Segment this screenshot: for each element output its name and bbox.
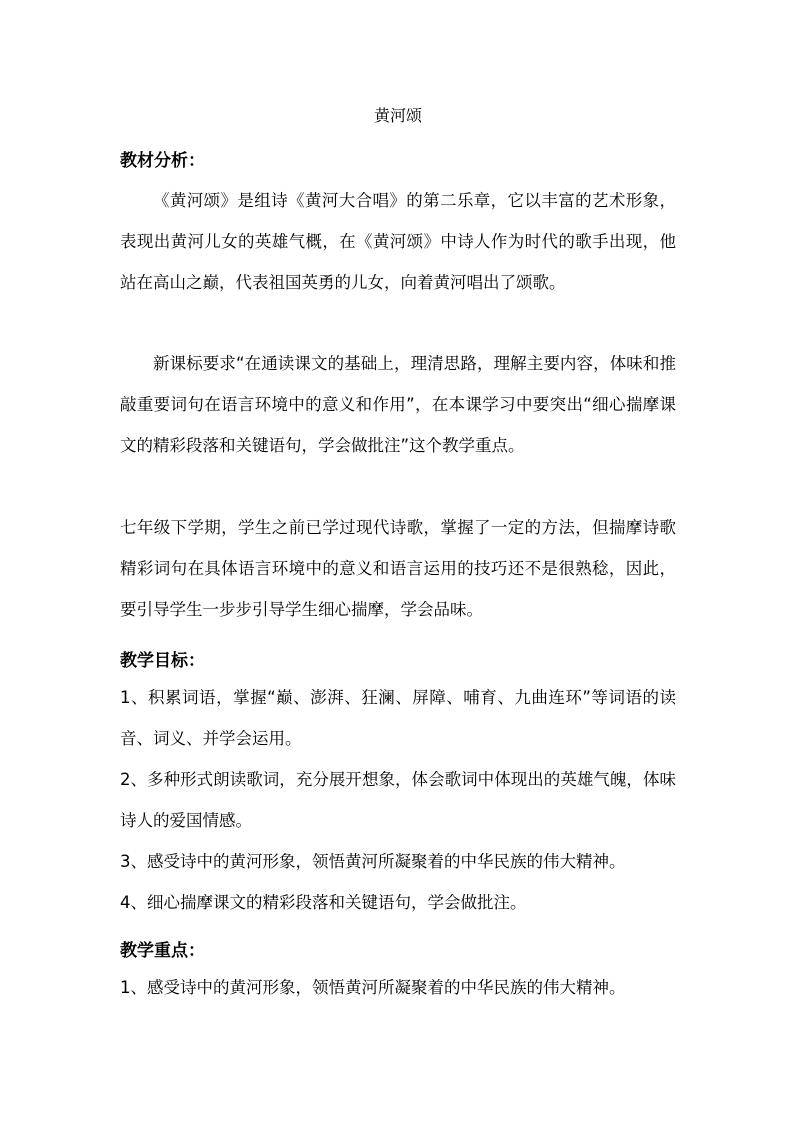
objective-item-4: 4、细心揣摩课文的精彩段落和关键语句，学会做批注。: [120, 893, 527, 912]
analysis-paragraph-2: 新课标要求“在通读课文的基础上，理清思路，理解主要内容，体味和推敲重要词句在语言环境中的意义和作用”，在本课学习中要突出“细心揣摩课文的精彩段落和关键语句，学会做批注”这个教学重点。: [120, 354, 676, 455]
objective-item-2: 2、多种形式朗读歌词，充分展开想象，体会歌词中体现出的英雄气魄，体味诗人的爱国情感。: [120, 770, 676, 830]
section-heading-key-points: 教学重点：: [120, 941, 205, 961]
analysis-paragraph-1: 《黄河颂》是组诗《黄河大合唱》的第二乐章，它以丰富的艺术形象，表现出黄河儿女的英雄气概，在《黄河颂》中诗人作为时代的歌手出现，他站在高山之巅，代表祖国英勇的儿女，向着黄河唱出了颂歌。: [120, 191, 676, 292]
objective-item-3: 3、感受诗中的黄河形象，领悟黄河所凝聚着的中华民族的伟大精神。: [120, 852, 626, 871]
key-point-item-1: 1、感受诗中的黄河形象，领悟黄河所凝聚着的中华民族的伟大精神。: [120, 978, 626, 997]
analysis-paragraph-3: 七年级下学期，学生之前已学过现代诗歌，掌握了一定的方法，但揣摩诗歌精彩词句在具体语言环境中的意义和语言运用的技巧还不是很熟稔，因此，要引导学生一步步引导学生细心揣摩，学会品味。: [120, 518, 676, 619]
objective-item-1: 1、积累词语，掌握“巅、澎湃、狂澜、屏障、哺育、九曲连环”等词语的读音、词义、并学会运用。: [120, 688, 676, 748]
section-heading-objectives: 教学目标：: [120, 651, 205, 671]
section-heading-analysis: 教材分析：: [120, 151, 205, 171]
document-title: 黄河颂: [373, 106, 422, 125]
